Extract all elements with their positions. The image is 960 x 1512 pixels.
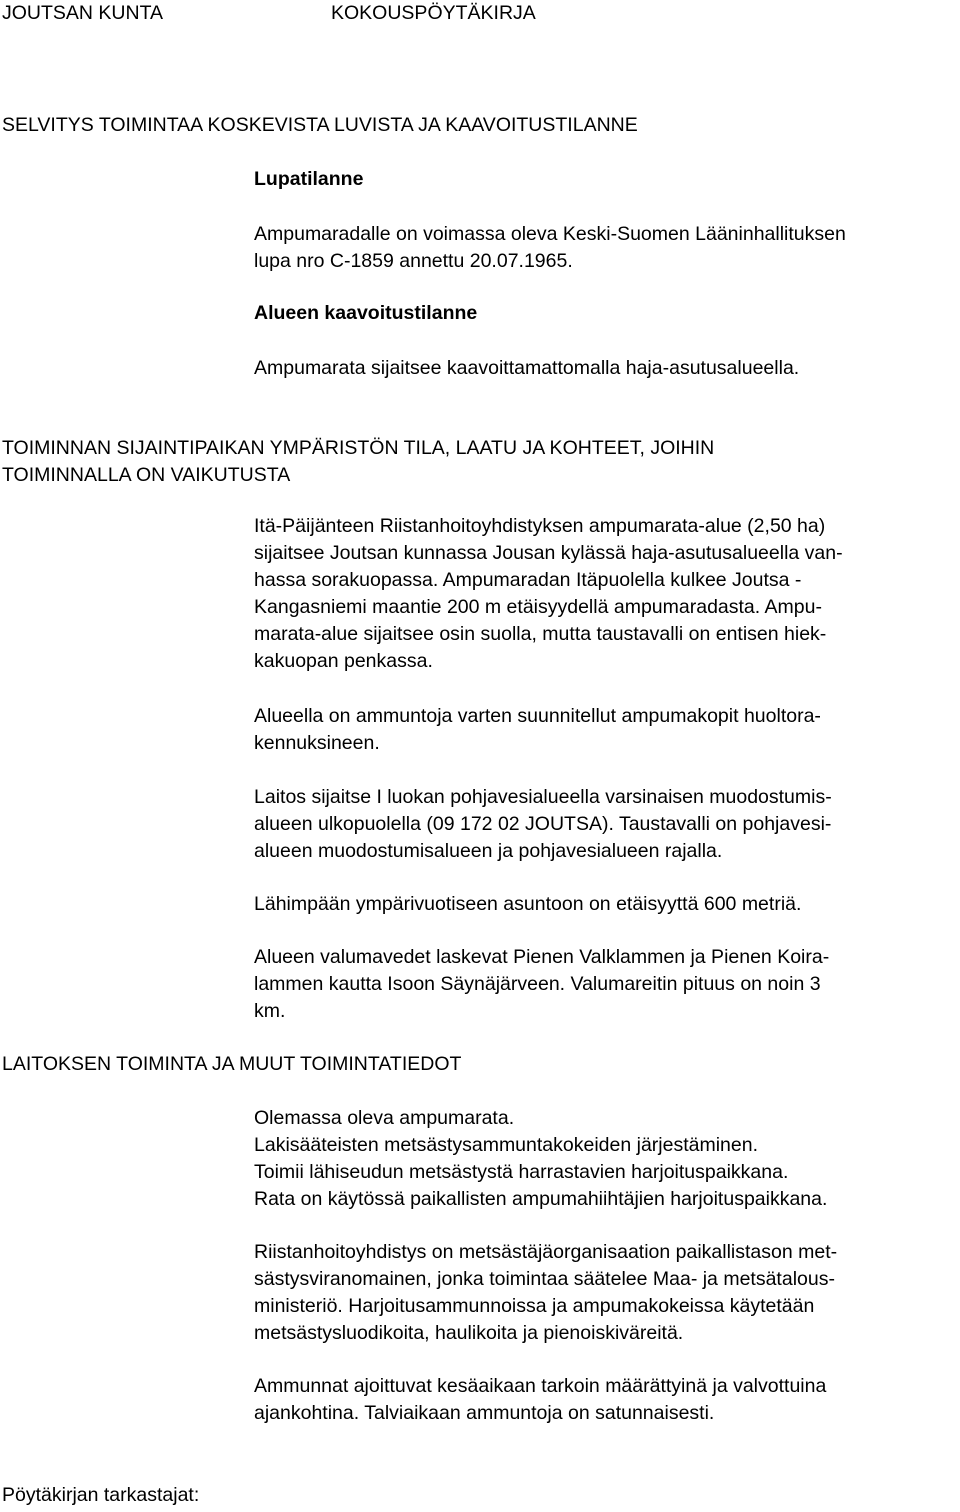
environment-para-line: alueen muodostumisalueen ja pohjavesialueen rajalla. — [254, 840, 723, 862]
permit-text-line: lupa nro C-1859 annettu 20.07.1965. — [254, 250, 573, 272]
environment-para-line: alueen ulkopuolella (09 172 02 JOUTSA). Taustavalli on pohjavesi- — [254, 813, 832, 835]
permit-text-line: Ampumaradalle on voimassa oleva Keski-Suomen Lääninhallituksen — [254, 223, 846, 245]
environment-para-line: kakuopan penkassa. — [254, 650, 433, 672]
operations-para-line: ministeriö. Harjoitusammunnoissa ja ampumakokeissa käytetään — [254, 1295, 815, 1317]
environment-para-line: Laitos sijaitse I luokan pohjavesialueella varsinaisen muodostumis- — [254, 786, 832, 808]
operations-para-line: Ammunnat ajoittuvat kesäaikaan tarkoin määrättyinä ja valvottuina — [254, 1375, 827, 1397]
operations-para-line: Riistanhoitoyhdistys on metsästäjäorganisaation paikallistason met- — [254, 1241, 838, 1263]
environment-para-line: Alueella on ammuntoja varten suunnitellut ampumakopit huoltora- — [254, 705, 821, 727]
subheading-zoning-status: Alueen kaavoitustilanne — [254, 302, 478, 324]
operations-para-line: metsästysluodikoita, haulikoita ja pienoiskiväreitä. — [254, 1322, 684, 1344]
environment-para-line: km. — [254, 1000, 286, 1022]
section-title-environment: TOIMINNAN SIJAINTIPAIKAN YMPÄRISTÖN TILA, LAATU JA KOHTEET, JOIHIN — [2, 437, 715, 459]
environment-para-line: Lähimpään ympärivuotiseen asuntoon on etäisyyttä 600 metriä. — [254, 893, 802, 915]
municipality-name: JOUTSAN KUNTA — [2, 2, 164, 24]
environment-para-line: Itä-Päijänteen Riistanhoitoyhdistyksen ampumarata-alue (2,50 ha) — [254, 515, 826, 537]
operations-para-line: Olemassa oleva ampumarata. — [254, 1107, 515, 1129]
environment-para-line: hassa sorakuopassa. Ampumaradan Itäpuolella kulkee Joutsa - — [254, 569, 802, 591]
section-title-operations: LAITOKSEN TOIMINTA JA MUUT TOIMINTATIEDOT — [2, 1053, 462, 1075]
section-title-environment: TOIMINNALLA ON VAIKUTUSTA — [2, 464, 291, 486]
environment-para-line: Kangasniemi maantie 200 m etäisyydellä ampumaradasta. Ampu- — [254, 596, 822, 618]
environment-para-line: marata-alue sijaitsee osin suolla, mutta taustavalli on entisen hiek- — [254, 623, 827, 645]
document-type: KOKOUSPÖYTÄKIRJA — [331, 2, 536, 24]
environment-para-line: lammen kautta Isoon Säynäjärveen. Valumareitin pituus on noin 3 — [254, 973, 821, 995]
operations-para-line: Rata on käytössä paikallisten ampumahiihtäjien harjoituspaikkana. — [254, 1188, 828, 1210]
operations-para-line: sästysviranomainen, jonka toimintaa säätelee Maa- ja metsätalous- — [254, 1268, 835, 1290]
section-title-permits: SELVITYS TOIMINTAA KOSKEVISTA LUVISTA JA KAAVOITUSTILANNE — [2, 114, 638, 136]
environment-para-line: sijaitsee Joutsan kunnassa Jousan kylässä haja-asutusalueella van- — [254, 542, 843, 564]
operations-para-line: ajankohtina. Talviaikaan ammuntoja on satunnaisesti. — [254, 1402, 715, 1424]
zoning-text: Ampumarata sijaitsee kaavoittamattomalla haja-asutusalueella. — [254, 357, 800, 379]
operations-para-line: Lakisääteisten metsästysammuntakokeiden järjestäminen. — [254, 1134, 759, 1156]
subheading-permit-status: Lupatilanne — [254, 168, 364, 190]
reviewers-label: Pöytäkirjan tarkastajat: — [2, 1484, 200, 1506]
environment-para-line: Alueen valumavedet laskevat Pienen Valklammen ja Pienen Koira- — [254, 946, 830, 968]
environment-para-line: kennuksineen. — [254, 732, 380, 754]
operations-para-line: Toimii lähiseudun metsästystä harrastavien harjoituspaikkana. — [254, 1161, 789, 1183]
